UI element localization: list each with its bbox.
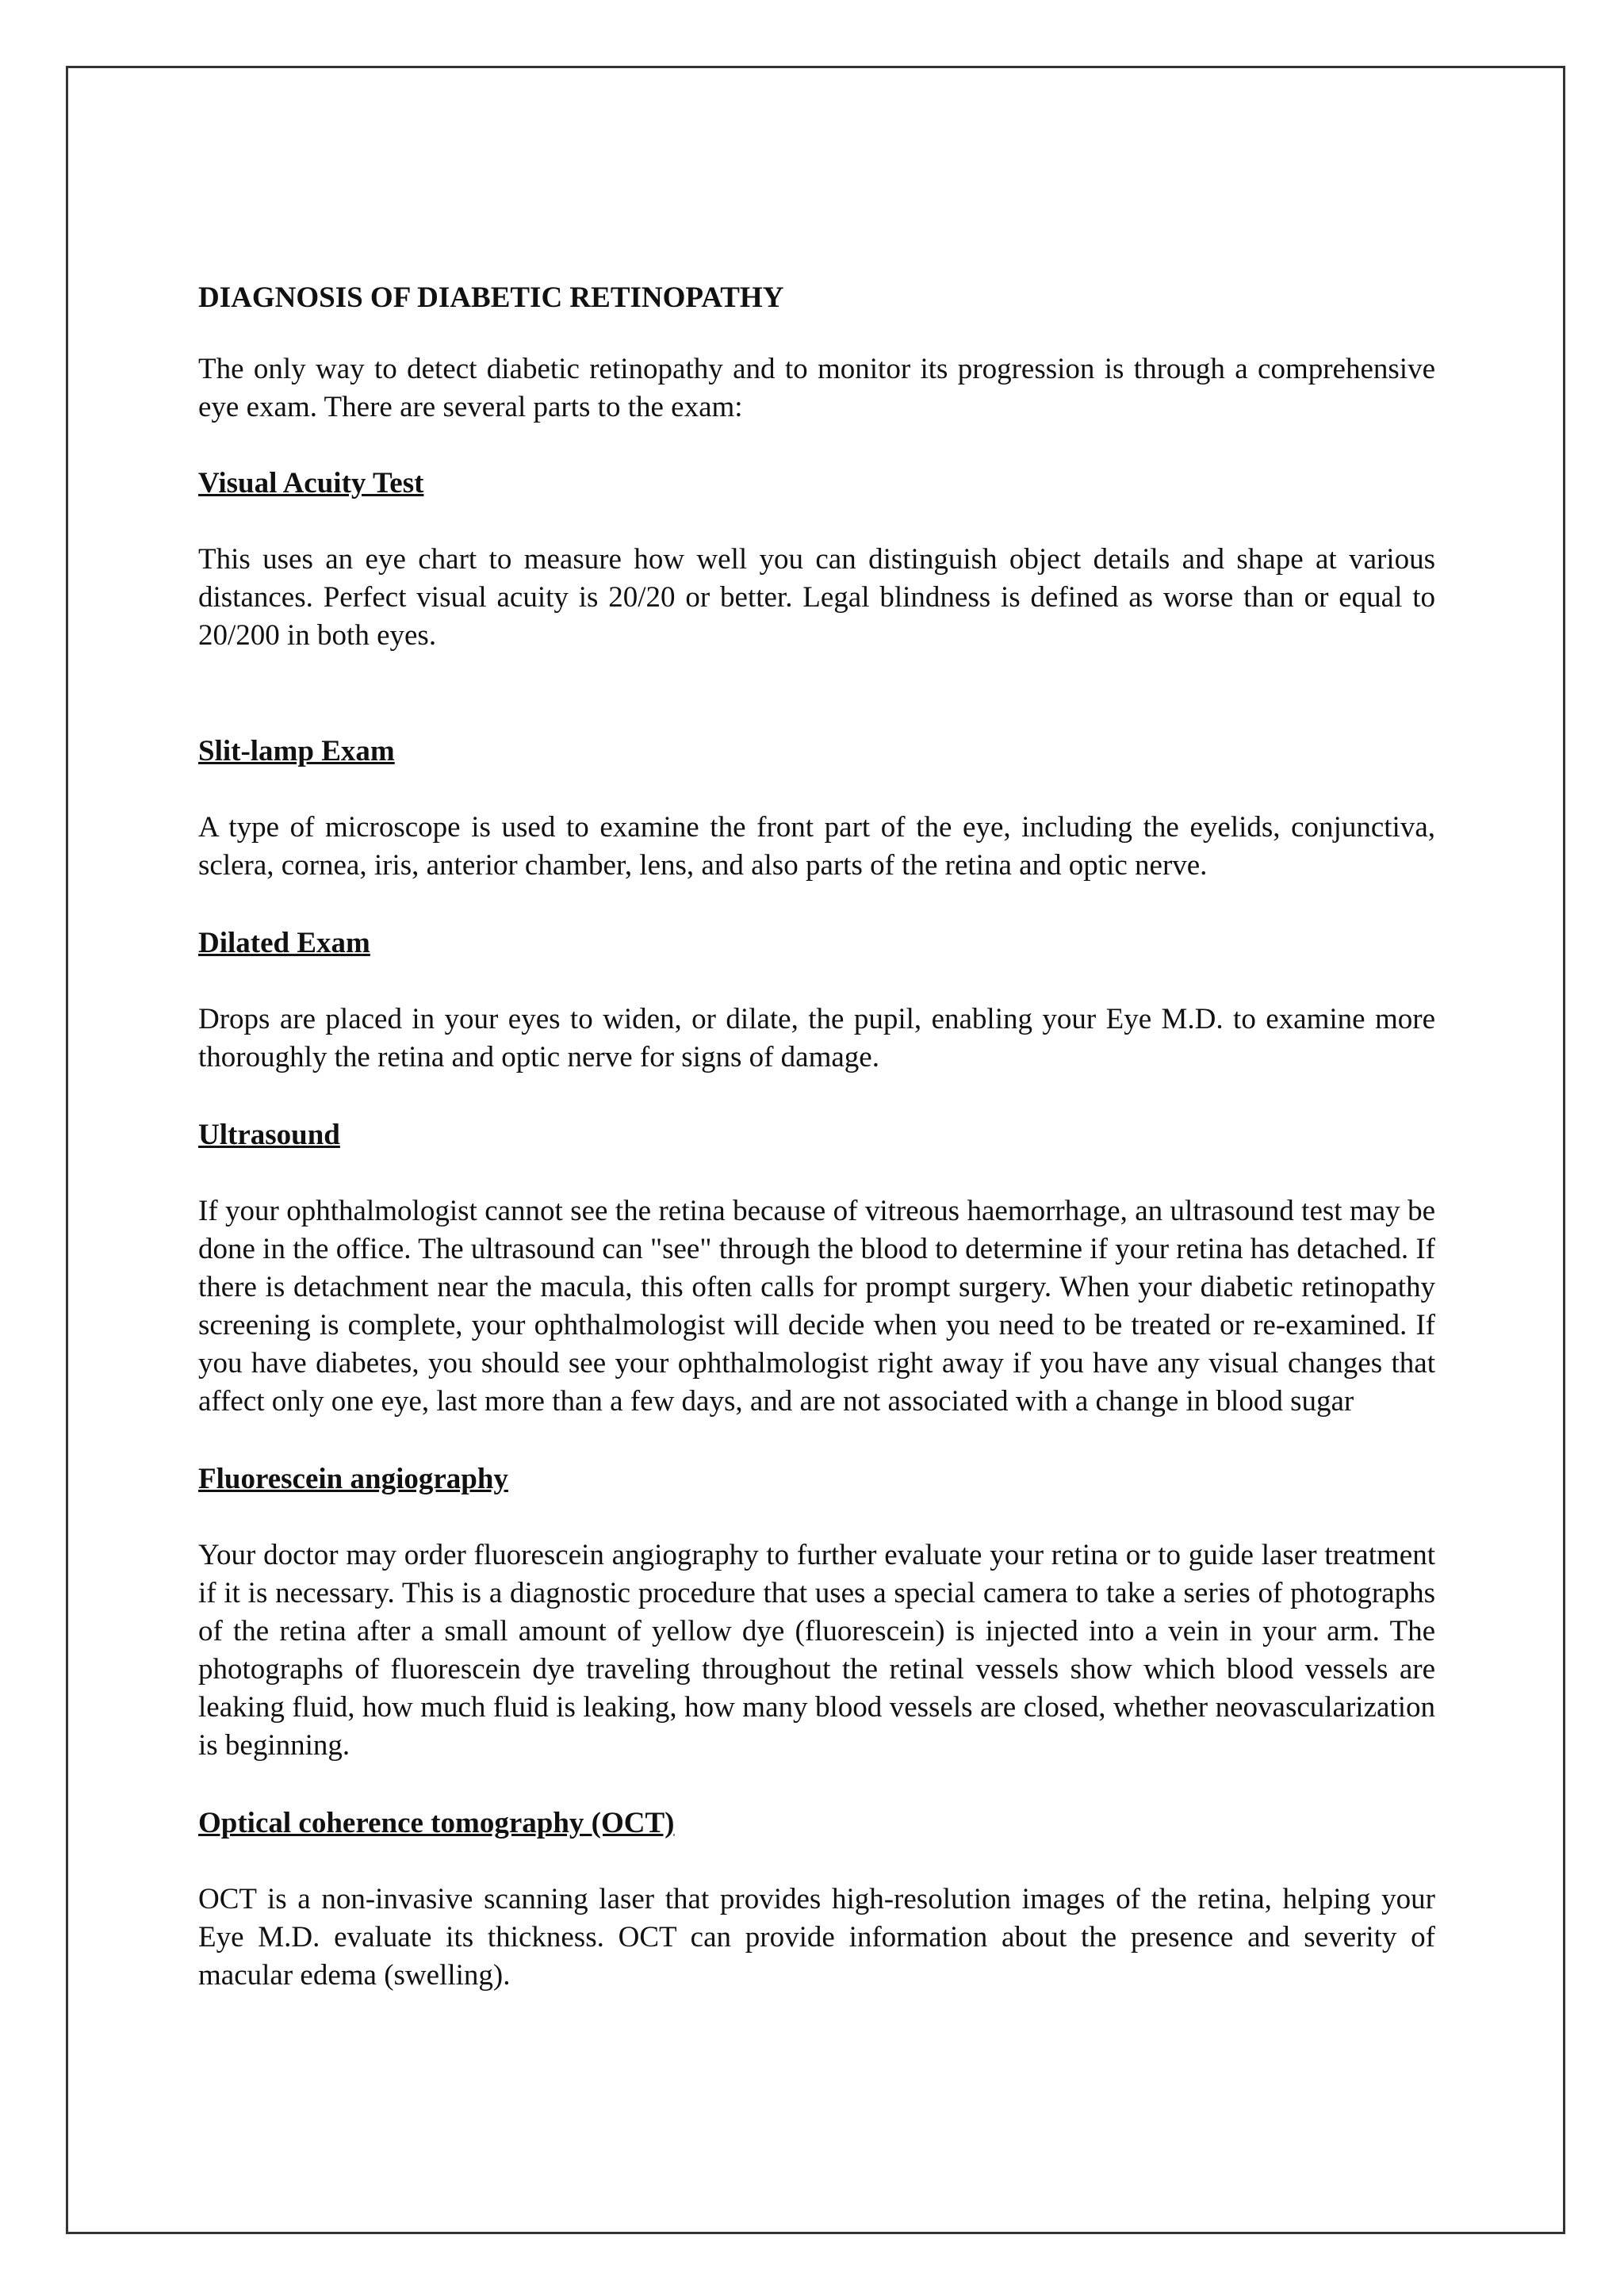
section-body-visual-acuity: This uses an eye chart to measure how well you can distinguish object details and shape at various distances. Perfect visual acuity is 20/20 or better. Legal blindness is defined as worse than or equal to 20/200 in both eyes.	[198, 543, 1435, 652]
section-heading-slit-lamp: Slit-lamp Exam	[198, 735, 395, 767]
document-body	[198, 279, 1435, 1995]
section-heading-fluorescein: Fluorescein angiography	[198, 1463, 508, 1495]
section-heading-visual-acuity: Visual Acuity Test	[198, 467, 424, 499]
section-heading-ultrasound: Ultrasound	[198, 1119, 340, 1151]
section-body-ultrasound: If your ophthalmologist cannot see the retina because of vitreous haemorrhage, an ultrasound test may be done in the office. The ultrasound can "see" through the blood to determine if your retina has detached. If there is detachment near the macula, this often calls for prompt surgery. When your diabetic retinopathy screening is complete, your ophthalmologist will decide when you need to be treated or re-examined. If you have diabetes, you should see your ophthalmologist right away if you have any visual changes that affect only one eye, last more than a few days, and are not associated with a change in blood sugar	[198, 1195, 1435, 1418]
section-body-fluorescein: Your doctor may order fluorescein angiography to further evaluate your retina or to guide laser treatment if it is necessary. This is a diagnostic procedure that uses a special camera to take a series of photographs of the retina after a small amount of yellow dye (fluorescein) is injected into a vein in your arm. The photographs of fluorescein dye traveling throughout the retinal vessels show which blood vessels are leaking fluid, how much fluid is leaking, how many blood vessels are closed, whether neovascularization is beginning.	[198, 1539, 1435, 1762]
intro-paragraph: The only way to detect diabetic retinopathy and to monitor its progression is through a comprehensive eye exam. There are several parts to the exam:	[198, 353, 1435, 423]
section-heading-oct: Optical coherence tomography (OCT)	[198, 1807, 675, 1839]
document-title: DIAGNOSIS OF DIABETIC RETINOPATHY	[198, 281, 784, 314]
section-body-slit-lamp: A type of microscope is used to examine the front part of the eye, including the eyelids, conjunctiva, sclera, cornea, iris, anterior chamber, lens, and also parts of the retina and optic nerve.	[198, 811, 1435, 882]
section-body-dilated-exam: Drops are placed in your eyes to widen, or dilate, the pupil, enabling your Eye M.D. to examine more thoroughly the retina and optic nerve for signs of damage.	[198, 1003, 1435, 1073]
section-body-oct: OCT is a non-invasive scanning laser that provides high-resolution images of the retina, helping your Eye M.D. evaluate its thickness. OCT can provide information about the presence and severity of macular edema (swelling).	[198, 1883, 1435, 1992]
section-heading-dilated-exam: Dilated Exam	[198, 927, 370, 959]
